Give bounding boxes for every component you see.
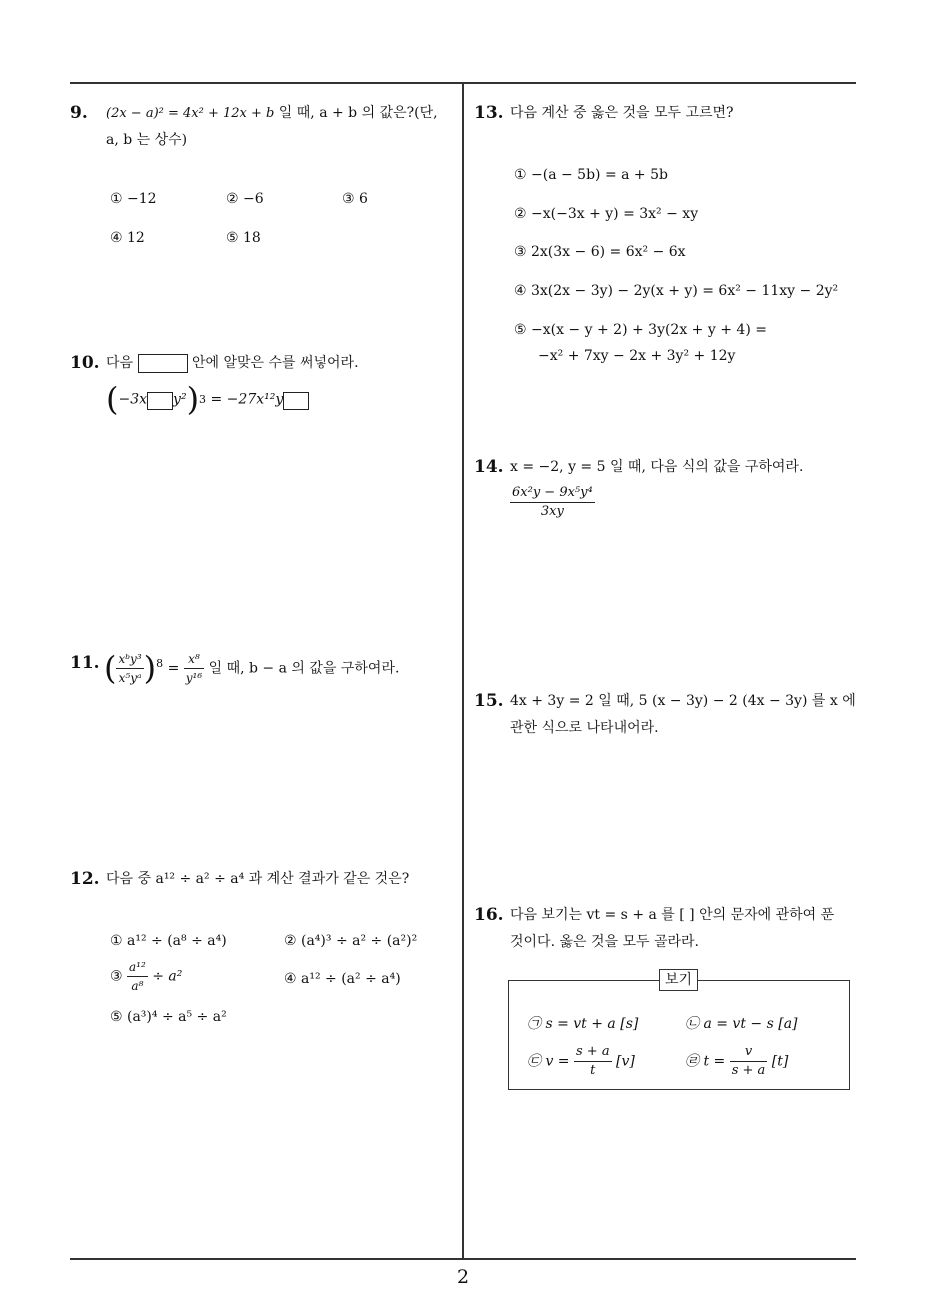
blank-box-exponent-y [283, 392, 309, 410]
bogi-item-3: ㉢ v = $\frac{s + a}{t}$ [v] [527, 1044, 635, 1078]
question-number: 16. [474, 905, 504, 925]
question-text: 4x + 3y = 2 일 때, 5 (x − 3y) − 2 (4x − 3y) 를 x 에 [510, 693, 856, 709]
option-3: ③ 2x(3x − 6) = 6x² − 6x [514, 244, 686, 260]
question-16 [474, 902, 864, 962]
column-divider [462, 84, 464, 1260]
answer-blank-box [138, 354, 188, 373]
bogi-item-3-fraction: $\frac{s + a}{t}$ [576, 1044, 610, 1078]
bogi-item-2: ㉡ a = vt − s [a] [685, 1016, 798, 1032]
question-15 [474, 688, 864, 748]
option-1: ① −(a − 5b) = a + 5b [514, 167, 668, 183]
option-4: ④ 3x(2x − 3y) − 2y(x + y) = 6x² − 11xy − 2y² [514, 283, 839, 299]
question-13 [474, 100, 864, 370]
bogi-box [508, 972, 850, 1090]
question-number: 14. [474, 457, 504, 477]
option-5: ⑤ −x(x − y + 2) + 3y(2x + y + 4) = [514, 322, 767, 338]
bogi-title: 보기 [659, 969, 698, 991]
question-12 [70, 866, 460, 1036]
question-number: 15. [474, 691, 504, 711]
option-1: ① −12 [110, 191, 157, 207]
bogi-item-4: ㉣ t = $\frac{v}{s + a}$ [t] [685, 1044, 789, 1078]
bogi-item-1: ㉠ s = vt + a [s] [527, 1016, 639, 1032]
question-number: 11. [70, 653, 100, 673]
question-number: 10. [70, 353, 100, 373]
page-number: 2 [456, 1266, 470, 1288]
bottom-rule [70, 1258, 856, 1260]
expression: (−3x y²)$^3$ = −27x¹²y [106, 386, 309, 414]
option-3: ③ $\frac{\text{a¹²}}{\text{a⁸}}$ ÷ a² [110, 960, 183, 993]
question-14 [474, 454, 864, 534]
question-text: ( $\frac{\text{xᵇy³}}{\text{x⁵yᵃ}}$ )$^8$ = $\frac{\text{x⁸}}{\text{y¹⁶}}$ 일 때, b − a 의 값을 구하여라. [104, 649, 400, 687]
bogi-item-4-fraction: $\frac{v}{s + a}$ [731, 1044, 766, 1078]
blank-box-exponent-x [147, 392, 173, 410]
expression [510, 484, 595, 521]
question-10 [70, 350, 460, 430]
question-text-line2: 관한 식으로 나타내어라. [510, 720, 659, 736]
question-number: 13. [474, 103, 504, 123]
question-text: 다음 보기는 vt = s + a 를 [ ] 안의 문자에 관하여 푼 [510, 907, 835, 923]
option-5: ⑤ 18 [226, 230, 261, 246]
question-text: x = −2, y = 5 일 때, 다음 식의 값을 구하여라. [510, 459, 804, 475]
option-3-fraction: $\frac{\text{a¹²}}{\text{a⁸}}$ [129, 960, 146, 993]
question-text-line2: a, b 는 상수) [106, 132, 188, 148]
option-1: ① a¹² ÷ (a⁸ ÷ a⁴) [110, 933, 227, 949]
question-11 [70, 650, 460, 710]
option-2: ② −x(−3x + y) = 3x² − xy [514, 206, 699, 222]
fraction-lhs: $\frac{\text{xᵇy³}}{\text{x⁵yᵃ}}$ [118, 652, 142, 685]
question-number: 9. [70, 103, 88, 123]
question-text: 다음 안에 알맞은 수를 써넣어라. [106, 355, 359, 371]
question-9 [70, 100, 460, 270]
option-4: ④ 12 [110, 230, 145, 246]
question-text: 다음 계산 중 옳은 것을 모두 고르면? [510, 105, 734, 121]
option-3: ③ 6 [342, 191, 368, 207]
question-text: (2x − a)² = 4x² + 12x + b 일 때, a + b 의 값은?(단, [106, 105, 438, 121]
option-2: ② (a⁴)³ ÷ a² ÷ (a²)² [284, 933, 418, 949]
expression-fraction: $\frac{\text{6x²y − 9x⁵y⁴}}{3xy}$ [512, 485, 593, 519]
question-text-line2: 것이다. 옳은 것을 모두 골라라. [510, 934, 699, 950]
option-2: ② −6 [226, 191, 264, 207]
option-4: ④ a¹² ÷ (a² ÷ a⁴) [284, 971, 401, 987]
fraction-rhs: $\frac{\text{x⁸}}{\text{y¹⁶}}$ [185, 652, 203, 685]
question-text: 다음 중 a¹² ÷ a² ÷ a⁴ 과 계산 결과가 같은 것은? [106, 871, 410, 887]
option-5-line2: −x² + 7xy − 2x + 3y² + 12y [538, 348, 736, 364]
question-number: 12. [70, 869, 100, 889]
option-5: ⑤ (a³)⁴ ÷ a⁵ ÷ a² [110, 1009, 227, 1025]
